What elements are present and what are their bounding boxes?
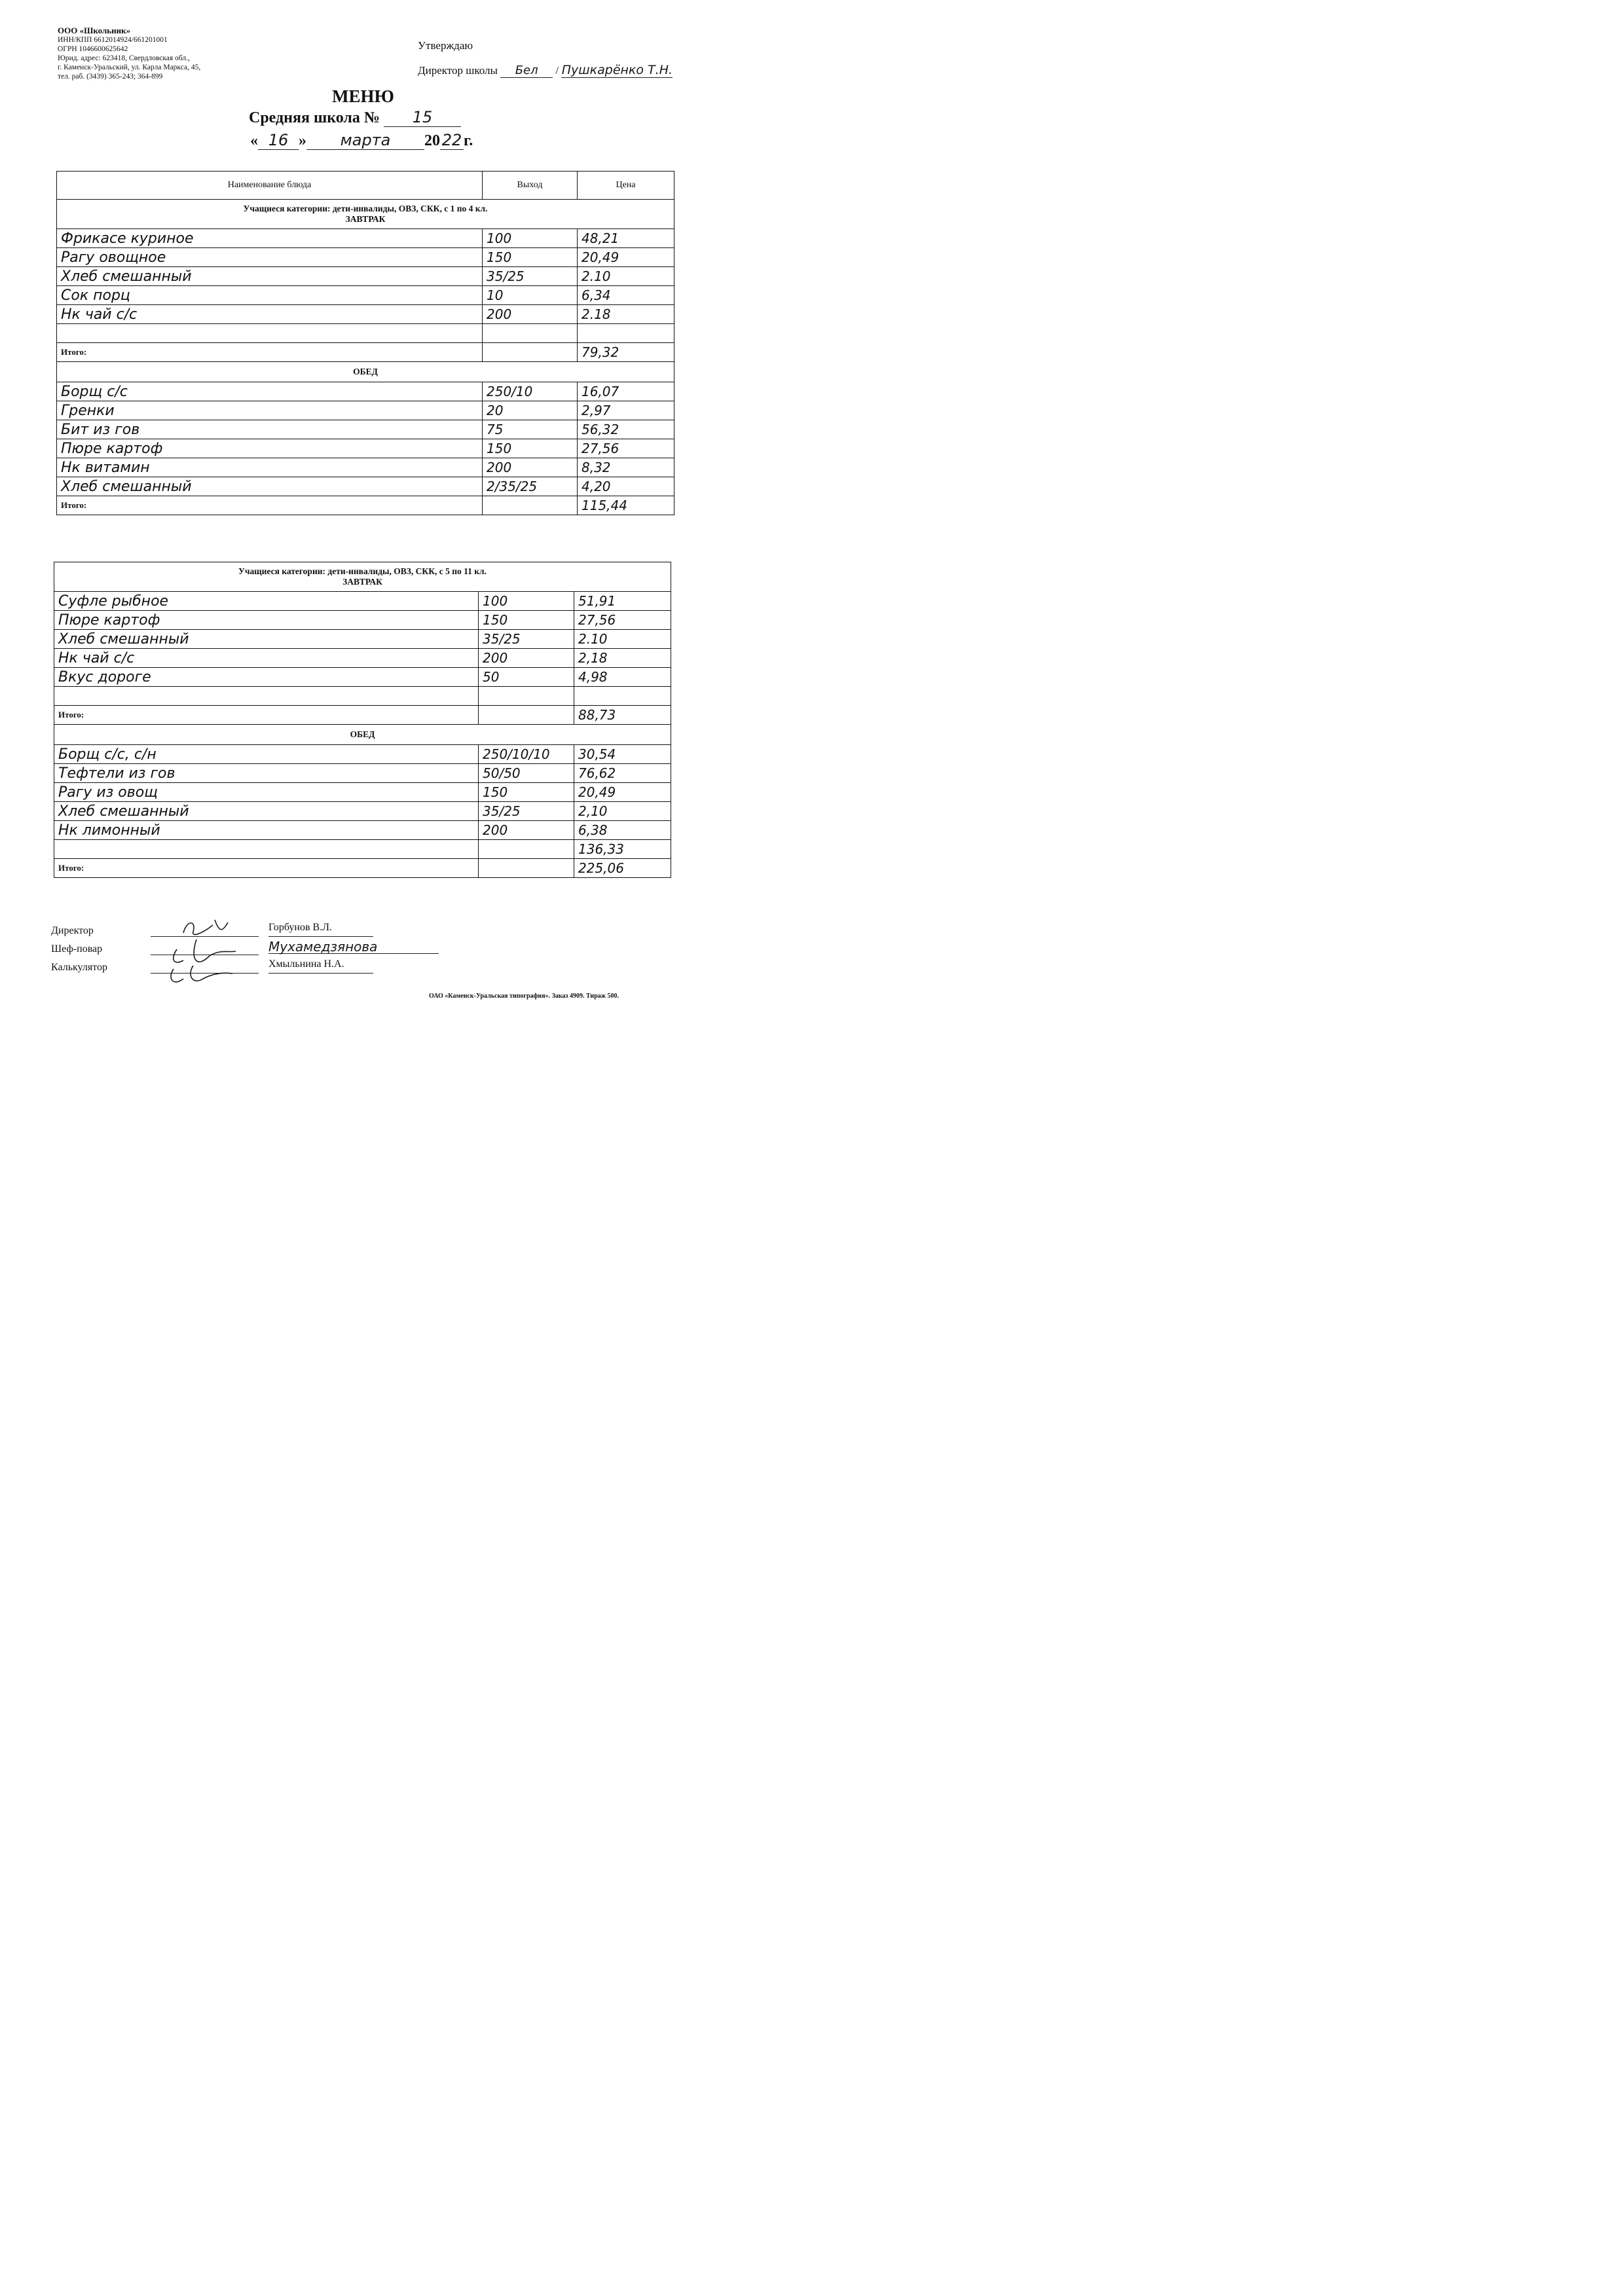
signature-name-calculator: Хмыльнина Н.А.	[268, 958, 373, 974]
total-label: Итого:	[57, 343, 483, 362]
dish-name: Рагу из овощ	[54, 783, 479, 802]
dish-price: 2,18	[574, 649, 671, 668]
table-row	[57, 401, 674, 420]
dish-name: Хлеб смешанный	[54, 630, 479, 649]
dish-weight: 2/35/25	[483, 477, 578, 496]
dish-name: Борщ с/с, с/н	[54, 745, 479, 764]
total-value: 88,73	[574, 706, 671, 725]
menu-table-secondary	[54, 562, 671, 878]
category-label: Учащиеся категории: дети-инвалиды, ОВЗ, СКК, с 1 по 4 кл.	[243, 204, 488, 213]
category-row	[57, 200, 674, 229]
approval-signature: Бел	[500, 64, 553, 78]
dish-name: Хлеб смешанный	[54, 802, 479, 821]
dish-weight: 200	[483, 305, 578, 324]
total-row	[57, 496, 674, 515]
dish-weight: 200	[479, 649, 574, 668]
subtotal-value: 136,33	[574, 840, 671, 859]
signature-role-director: Директор	[51, 925, 94, 936]
signature-name-director: Горбунов В.Л.	[268, 922, 373, 937]
date-year-suffix: 22	[440, 131, 464, 150]
date-line	[250, 131, 473, 150]
dish-weight: 50	[479, 668, 574, 687]
table-row	[54, 783, 671, 802]
dish-weight: 150	[483, 439, 578, 458]
table-row	[54, 630, 671, 649]
total-value: 79,32	[578, 343, 674, 362]
table-row	[57, 305, 674, 324]
table-row	[54, 802, 671, 821]
dish-weight: 100	[479, 592, 574, 611]
dish-name: Хлеб смешанный	[57, 477, 483, 496]
school-number: 15	[384, 108, 461, 127]
school-label: Средняя школа №	[249, 109, 380, 126]
dish-weight: 150	[479, 783, 574, 802]
dish-price: 2,10	[574, 802, 671, 821]
dish-price: 56,32	[578, 420, 674, 439]
dish-weight: 75	[483, 420, 578, 439]
meal-title-lunch: ОБЕД	[57, 362, 674, 382]
dish-weight: 200	[479, 821, 574, 840]
dish-price: 76,62	[574, 764, 671, 783]
dish-price: 51,91	[574, 592, 671, 611]
dish-weight: 150	[479, 611, 574, 630]
category-label: Учащиеся категории: дети-инвалиды, ОВЗ, СКК, с 5 по 11 кл.	[238, 566, 487, 576]
dish-price: 2.18	[578, 305, 674, 324]
table-row	[54, 649, 671, 668]
dish-price: 2.10	[578, 267, 674, 286]
category-row	[54, 562, 671, 592]
dish-price: 48,21	[578, 229, 674, 248]
dish-weight: 250/10	[483, 382, 578, 401]
total-value: 115,44	[578, 496, 674, 515]
total-label: Итого:	[57, 496, 483, 515]
dish-name: Нк чай с/с	[57, 305, 483, 324]
table-row	[54, 745, 671, 764]
dish-name: Хлеб смешанный	[57, 267, 483, 286]
dish-weight: 35/25	[483, 267, 578, 286]
table-row-extra	[54, 840, 671, 859]
dish-name: Нк лимонный	[54, 821, 479, 840]
dish-name: Пюре картоф	[57, 439, 483, 458]
date-close-quote: »	[299, 132, 306, 149]
dish-price: 4,20	[578, 477, 674, 496]
table-row	[57, 286, 674, 305]
dish-weight: 50/50	[479, 764, 574, 783]
meal-title-breakfast: ЗАВТРАК	[342, 577, 382, 587]
handwritten-signatures-drawing	[157, 913, 262, 989]
total-value: 225,06	[574, 859, 671, 878]
table-row	[57, 382, 674, 401]
dish-price: 20,49	[574, 783, 671, 802]
organization-line-address: Юрид. адрес: 623418, Свердловская обл.,	[58, 54, 190, 62]
signature-role-calculator: Калькулятор	[51, 962, 107, 973]
table-row	[54, 592, 671, 611]
total-row	[54, 859, 671, 878]
table-row	[54, 668, 671, 687]
date-open-quote: «	[250, 132, 258, 149]
approval-director-name: Пушкарёнко Т.Н.	[561, 63, 673, 77]
table-row	[57, 420, 674, 439]
header-weight: Выход	[483, 172, 578, 200]
meal-title-breakfast: ЗАВТРАК	[345, 214, 386, 224]
table-row	[54, 611, 671, 630]
dish-price: 27,56	[578, 439, 674, 458]
dish-weight: 20	[483, 401, 578, 420]
dish-price: 27,56	[574, 611, 671, 630]
approval-label: Утверждаю	[418, 39, 473, 52]
dish-name: Нк витамин	[57, 458, 483, 477]
dish-price: 6,38	[574, 821, 671, 840]
total-label: Итого:	[54, 859, 479, 878]
dish-name: Тефтели из гов	[54, 764, 479, 783]
table-row-blank	[57, 324, 674, 343]
dish-weight: 10	[483, 286, 578, 305]
dish-weight: 100	[483, 229, 578, 248]
dish-name: Нк чай с/с	[54, 649, 479, 668]
dish-price: 4,98	[574, 668, 671, 687]
dish-price: 8,32	[578, 458, 674, 477]
organization-block	[58, 26, 200, 81]
dish-price: 2,97	[578, 401, 674, 420]
dish-weight: 200	[483, 458, 578, 477]
dish-price: 20,49	[578, 248, 674, 267]
dish-name: Бит из гов	[57, 420, 483, 439]
total-row	[57, 343, 674, 362]
dish-price: 6,34	[578, 286, 674, 305]
dish-weight: 150	[483, 248, 578, 267]
dish-name: Борщ с/с	[57, 382, 483, 401]
dish-weight: 250/10/10	[479, 745, 574, 764]
dish-name: Пюре картоф	[54, 611, 479, 630]
dish-name: Вкус дороге	[54, 668, 479, 687]
dish-name: Суфле рыбное	[54, 592, 479, 611]
signature-name-chef: Мухамедзянова	[268, 939, 439, 954]
meal-title-lunch: ОБЕД	[54, 725, 671, 745]
date-month: марта	[306, 131, 424, 150]
organization-name: ООО «Школьник»	[58, 26, 131, 35]
dish-name: Рагу овощное	[57, 248, 483, 267]
dish-price: 2.10	[574, 630, 671, 649]
dish-price: 30,54	[574, 745, 671, 764]
header-dish-name: Наименование блюда	[57, 172, 483, 200]
dish-price: 16,07	[578, 382, 674, 401]
page-title: МЕНЮ	[332, 86, 394, 106]
total-row	[54, 706, 671, 725]
table-row	[57, 248, 674, 267]
school-line	[249, 108, 461, 127]
table-row	[57, 477, 674, 496]
dish-name: Фрикасе куриное	[57, 229, 483, 248]
table-row-blank	[54, 687, 671, 706]
signature-role-chef: Шеф-повар	[51, 943, 103, 955]
organization-line-ogrn: ОГРН 1046600625642	[58, 45, 128, 53]
header-price: Цена	[578, 172, 674, 200]
date-year-prefix: 20	[424, 132, 440, 149]
table-row	[57, 439, 674, 458]
organization-line-street: г. Каменск-Уральский, ул. Карла Маркса, 45,	[58, 64, 201, 71]
dish-weight: 35/25	[479, 630, 574, 649]
table-row	[54, 821, 671, 840]
organization-line-phone: тел. раб. (3439) 365-243; 364-899	[58, 73, 163, 81]
table-row	[57, 267, 674, 286]
table-row	[54, 764, 671, 783]
date-suffix: г.	[464, 132, 473, 149]
dish-weight: 35/25	[479, 802, 574, 821]
date-day: 16	[258, 131, 299, 150]
total-label: Итого:	[54, 706, 479, 725]
table-row	[57, 458, 674, 477]
table-row	[57, 229, 674, 248]
dish-name: Гренки	[57, 401, 483, 420]
approval-director-label: Директор школы	[418, 64, 498, 77]
approval-director-line: Директор школы Бел / Пушкарёнко Т.Н.	[418, 63, 673, 77]
organization-line-inn: ИНН/КПП 6612014924/661201001	[58, 36, 168, 44]
dish-name: Сок порц	[57, 286, 483, 305]
menu-table-primary	[56, 171, 674, 515]
printer-footer: ОАО «Каменск-Уральская типография». Заказ 4909. Тираж 500.	[429, 993, 619, 1000]
